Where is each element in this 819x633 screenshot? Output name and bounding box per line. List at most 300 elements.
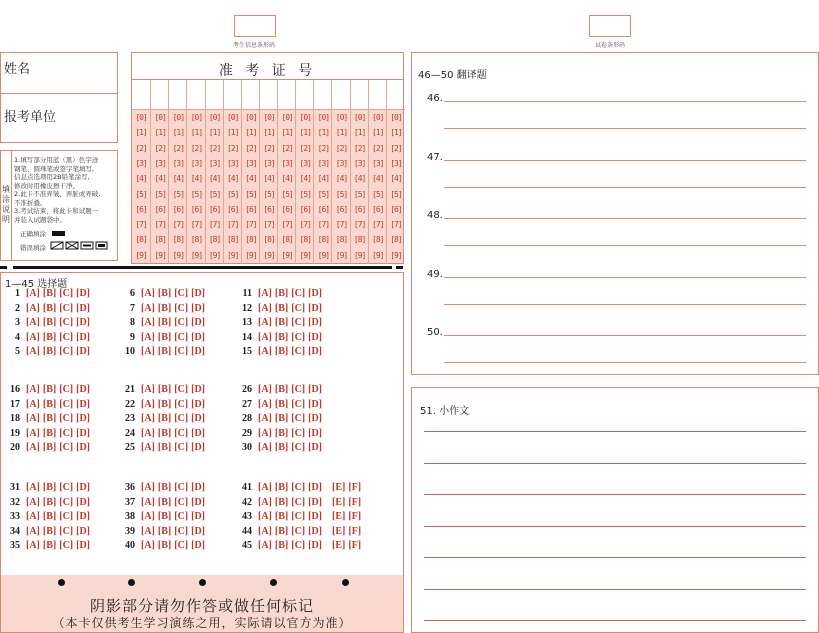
- exam-id-digit-bubble[interactable]: [2]: [335, 143, 348, 153]
- exam-id-column[interactable]: [331, 80, 349, 264]
- choice-option-bubble[interactable]: [D]: [191, 302, 206, 314]
- exam-id-digit-bubble[interactable]: [3]: [390, 158, 402, 168]
- choice-option-bubble[interactable]: [A]: [141, 540, 155, 551]
- choice-option-bubble[interactable]: [D]: [76, 442, 91, 453]
- exam-id-digit-bubble[interactable]: [4]: [172, 174, 185, 184]
- exam-id-digit-bubble[interactable]: [3]: [208, 158, 221, 168]
- exam-id-write-cell[interactable]: [169, 80, 187, 110]
- choice-option-bubble[interactable]: [D]: [308, 302, 323, 314]
- exam-id-write-cell[interactable]: [332, 80, 350, 110]
- choice-question[interactable]: [238, 428, 325, 439]
- exam-id-digit-bubble[interactable]: [1]: [208, 128, 221, 138]
- exam-id-write-cell[interactable]: [351, 80, 369, 110]
- choice-option-bubble[interactable]: [A]: [26, 525, 40, 537]
- exam-id-digit-bubble[interactable]: [5]: [208, 189, 221, 199]
- choice-option-bubble[interactable]: [C]: [174, 346, 189, 357]
- exam-id-digit-bubble[interactable]: [8]: [226, 235, 239, 245]
- exam-id-digit-bubble[interactable]: [3]: [172, 158, 185, 168]
- exam-id-digit-bubble[interactable]: [0]: [208, 113, 221, 122]
- exam-id-digit-bubble[interactable]: [8]: [154, 235, 166, 245]
- exam-id-digit-bubble[interactable]: [6]: [154, 204, 166, 214]
- exam-id-digit-bubble[interactable]: [3]: [245, 158, 257, 168]
- choice-option-bubble[interactable]: [B]: [274, 540, 289, 551]
- essay-answer-line[interactable]: [424, 431, 806, 432]
- choice-option-bubble[interactable]: [B]: [157, 482, 172, 493]
- exam-id-digit-bubble[interactable]: [1]: [299, 128, 311, 138]
- translation-answer-line[interactable]: [444, 187, 806, 188]
- choice-option-bubble[interactable]: [B]: [274, 346, 289, 357]
- exam-id-column[interactable]: [277, 80, 295, 264]
- exam-id-digit-bubble[interactable]: [6]: [299, 204, 311, 214]
- choice-option-bubble[interactable]: [A]: [26, 442, 40, 453]
- choice-question[interactable]: [238, 540, 364, 551]
- choice-question[interactable]: [121, 288, 208, 299]
- choice-option-bubble[interactable]: [C]: [174, 442, 189, 453]
- choice-option-bubble[interactable]: [D]: [76, 511, 91, 522]
- choice-option-bubble[interactable]: [B]: [274, 482, 289, 493]
- choice-option-bubble[interactable]: [D]: [76, 427, 91, 439]
- choice-option-bubble[interactable]: [C]: [291, 482, 306, 493]
- choice-option-bubble[interactable]: [D]: [76, 525, 91, 537]
- translation-answer-line[interactable]: [444, 304, 806, 305]
- exam-id-digit-bubble[interactable]: [0]: [390, 113, 402, 122]
- exam-id-digit-bubble[interactable]: [5]: [390, 189, 402, 199]
- choice-option-bubble[interactable]: [D]: [191, 442, 206, 453]
- exam-id-digit-bubble[interactable]: [1]: [245, 128, 257, 138]
- exam-id-digit-bubble[interactable]: [6]: [172, 204, 185, 214]
- exam-id-write-cell[interactable]: [206, 80, 224, 110]
- choice-question[interactable]: [238, 442, 325, 453]
- exam-id-column[interactable]: [223, 80, 241, 264]
- choice-option-bubble[interactable]: [B]: [157, 331, 172, 343]
- exam-id-column[interactable]: [313, 80, 331, 264]
- choice-option-bubble[interactable]: [B]: [274, 511, 289, 522]
- choice-question[interactable]: [6, 442, 93, 453]
- translation-answer-line[interactable]: [444, 160, 806, 161]
- exam-id-digit-bubble[interactable]: [0]: [372, 113, 384, 122]
- exam-id-column[interactable]: [386, 80, 404, 264]
- choice-option-bubble[interactable]: [A]: [141, 317, 155, 328]
- exam-id-digit-bubble[interactable]: [3]: [353, 158, 366, 168]
- choice-option-bubble[interactable]: [D]: [191, 525, 206, 537]
- exam-id-digit-bubble[interactable]: [3]: [372, 158, 384, 168]
- choice-option-bubble[interactable]: [D]: [191, 482, 206, 493]
- exam-id-digit-bubble[interactable]: [8]: [281, 235, 293, 245]
- choice-option-bubble[interactable]: [A]: [141, 384, 155, 395]
- exam-id-digit-bubble[interactable]: [5]: [335, 189, 348, 199]
- choice-question[interactable]: [121, 399, 208, 410]
- choice-option-bubble[interactable]: [A]: [258, 540, 272, 551]
- choice-option-bubble[interactable]: [A]: [258, 525, 272, 537]
- exam-id-grid[interactable]: [132, 80, 404, 264]
- choice-question[interactable]: [6, 413, 93, 424]
- choice-question[interactable]: [238, 482, 364, 493]
- choice-question[interactable]: [6, 384, 93, 395]
- essay-answer-line[interactable]: [424, 557, 806, 558]
- exam-id-digit-bubble[interactable]: [6]: [208, 204, 221, 214]
- choice-question[interactable]: [238, 303, 325, 314]
- choice-option-bubble[interactable]: [B]: [274, 427, 289, 439]
- exam-id-digit-bubble[interactable]: [9]: [390, 250, 402, 260]
- translation-answer-line[interactable]: [444, 362, 806, 363]
- exam-id-digit-bubble[interactable]: [1]: [263, 128, 275, 138]
- choice-option-bubble[interactable]: [D]: [308, 525, 323, 537]
- exam-id-digit-bubble[interactable]: [6]: [390, 204, 402, 214]
- choice-option-bubble[interactable]: [A]: [258, 384, 272, 395]
- exam-id-digit-bubble[interactable]: [6]: [226, 204, 239, 214]
- exam-id-digit-bubble[interactable]: [0]: [353, 113, 366, 122]
- choice-option-bubble[interactable]: [A]: [141, 302, 155, 314]
- exam-id-digit-bubble[interactable]: [4]: [208, 174, 221, 184]
- choice-question[interactable]: [6, 346, 93, 357]
- exam-id-digit-bubble[interactable]: [9]: [317, 250, 330, 260]
- choice-option-bubble[interactable]: [C]: [59, 482, 74, 493]
- exam-id-write-cell[interactable]: [296, 80, 314, 110]
- exam-id-digit-bubble[interactable]: [7]: [353, 220, 366, 230]
- exam-id-digit-bubble[interactable]: [8]: [372, 235, 384, 245]
- choice-question[interactable]: [6, 526, 93, 537]
- choice-option-bubble[interactable]: [C]: [291, 384, 306, 395]
- choice-option-bubble[interactable]: [C]: [291, 442, 306, 453]
- exam-id-digit-bubble[interactable]: [0]: [317, 113, 330, 122]
- exam-id-digit-bubble[interactable]: [8]: [353, 235, 366, 245]
- exam-id-digit-bubble[interactable]: [8]: [263, 235, 275, 245]
- exam-id-write-cell[interactable]: [387, 80, 405, 110]
- choice-option-bubble[interactable]: [B]: [42, 442, 57, 453]
- choice-option-bubble[interactable]: [A]: [26, 331, 40, 343]
- exam-id-digit-bubble[interactable]: [2]: [263, 143, 275, 153]
- choice-option-bubble[interactable]: [A]: [26, 540, 40, 551]
- exam-id-write-cell[interactable]: [224, 80, 242, 110]
- choice-option-bubble[interactable]: [A]: [258, 413, 272, 424]
- choice-option-bubble[interactable]: [C]: [174, 302, 189, 314]
- exam-id-digit-bubble[interactable]: [0]: [226, 113, 239, 122]
- choice-option-bubble[interactable]: [C]: [174, 398, 189, 410]
- choice-option-bubble[interactable]: [D]: [308, 496, 323, 508]
- choice-question[interactable]: [238, 384, 325, 395]
- choice-question[interactable]: [121, 428, 208, 439]
- choice-option-bubble[interactable]: [B]: [42, 525, 57, 537]
- choice-option-bubble[interactable]: [A]: [141, 288, 155, 299]
- choice-option-bubble[interactable]: [D]: [76, 384, 91, 395]
- exam-id-write-cell[interactable]: [151, 80, 169, 110]
- exam-id-digit-bubble[interactable]: [4]: [245, 174, 257, 184]
- exam-id-digit-bubble[interactable]: [0]: [154, 113, 166, 122]
- exam-id-digit-bubble[interactable]: [4]: [135, 174, 147, 184]
- choice-option-bubble[interactable]: [B]: [274, 413, 289, 424]
- choice-option-bubble[interactable]: [C]: [291, 346, 306, 357]
- exam-id-digit-bubble[interactable]: [0]: [263, 113, 275, 122]
- exam-id-digit-bubble[interactable]: [6]: [263, 204, 275, 214]
- choice-option-bubble[interactable]: [C]: [291, 511, 306, 522]
- exam-id-digit-bubble[interactable]: [6]: [281, 204, 293, 214]
- exam-id-digit-bubble[interactable]: [0]: [135, 113, 147, 122]
- exam-id-digit-bubble[interactable]: [6]: [190, 204, 203, 214]
- choice-option-bubble[interactable]: [D]: [308, 427, 323, 439]
- exam-id-digit-bubble[interactable]: [9]: [190, 250, 203, 260]
- choice-option-bubble[interactable]: [A]: [141, 398, 155, 410]
- choice-option-bubble[interactable]: [C]: [174, 288, 189, 299]
- choice-option-bubble[interactable]: [D]: [308, 482, 323, 493]
- exam-id-digit-bubble[interactable]: [2]: [190, 143, 203, 153]
- exam-id-column[interactable]: [168, 80, 186, 264]
- exam-id-digit-bubble[interactable]: [4]: [154, 174, 166, 184]
- choice-option-bubble[interactable]: [F]: [348, 525, 362, 537]
- exam-id-digit-bubble[interactable]: [5]: [281, 189, 293, 199]
- exam-id-digit-bubble[interactable]: [9]: [226, 250, 239, 260]
- exam-id-digit-bubble[interactable]: [4]: [190, 174, 203, 184]
- exam-id-column[interactable]: [295, 80, 313, 264]
- choice-question[interactable]: [238, 413, 325, 424]
- choice-option-bubble[interactable]: [D]: [308, 540, 323, 551]
- choice-option-bubble[interactable]: [A]: [258, 288, 272, 299]
- choice-option-bubble[interactable]: [A]: [141, 346, 155, 357]
- choice-option-bubble[interactable]: [D]: [308, 331, 323, 343]
- choice-option-bubble[interactable]: [C]: [59, 384, 74, 395]
- choice-option-bubble[interactable]: [A]: [258, 496, 272, 508]
- exam-id-digit-bubble[interactable]: [4]: [317, 174, 330, 184]
- choice-option-bubble[interactable]: [C]: [174, 413, 189, 424]
- exam-id-digit-bubble[interactable]: [5]: [372, 189, 384, 199]
- exam-id-digit-bubble[interactable]: [7]: [208, 220, 221, 230]
- exam-id-write-cell[interactable]: [314, 80, 332, 110]
- choice-option-bubble[interactable]: [A]: [258, 482, 272, 493]
- exam-id-column[interactable]: [205, 80, 223, 264]
- choice-option-bubble[interactable]: [D]: [76, 540, 91, 551]
- exam-id-write-cell[interactable]: [242, 80, 260, 110]
- choice-option-bubble[interactable]: [A]: [26, 496, 40, 508]
- exam-id-digit-bubble[interactable]: [6]: [135, 204, 147, 214]
- essay-answer-line[interactable]: [424, 494, 806, 495]
- choice-option-bubble[interactable]: [B]: [157, 346, 172, 357]
- translation-answer-line[interactable]: [444, 245, 806, 246]
- exam-id-digit-bubble[interactable]: [1]: [154, 128, 166, 138]
- exam-id-digit-bubble[interactable]: [9]: [263, 250, 275, 260]
- exam-id-digit-bubble[interactable]: [6]: [353, 204, 366, 214]
- translation-answer-line[interactable]: [444, 335, 806, 336]
- exam-id-digit-bubble[interactable]: [5]: [353, 189, 366, 199]
- choice-question[interactable]: [121, 526, 208, 537]
- exam-id-digit-bubble[interactable]: [5]: [172, 189, 185, 199]
- choice-option-bubble[interactable]: [C]: [59, 442, 74, 453]
- exam-id-digit-bubble[interactable]: [7]: [154, 220, 166, 230]
- exam-id-write-cell[interactable]: [187, 80, 205, 110]
- choice-option-bubble[interactable]: [C]: [59, 413, 74, 424]
- translation-answer-line[interactable]: [444, 128, 806, 129]
- choice-option-bubble[interactable]: [B]: [274, 288, 289, 299]
- choice-option-bubble[interactable]: [A]: [258, 331, 272, 343]
- choice-option-bubble[interactable]: [A]: [26, 482, 40, 493]
- choice-option-bubble[interactable]: [B]: [42, 288, 57, 299]
- exam-id-digit-bubble[interactable]: [7]: [172, 220, 185, 230]
- exam-id-digit-bubble[interactable]: [2]: [299, 143, 311, 153]
- exam-id-digit-bubble[interactable]: [2]: [317, 143, 330, 153]
- choice-option-bubble[interactable]: [A]: [258, 346, 272, 357]
- exam-id-digit-bubble[interactable]: [9]: [135, 250, 147, 260]
- choice-option-bubble[interactable]: [A]: [141, 511, 155, 522]
- essay-answer-line[interactable]: [424, 589, 806, 590]
- exam-id-digit-bubble[interactable]: [5]: [190, 189, 203, 199]
- exam-id-digit-bubble[interactable]: [3]: [299, 158, 311, 168]
- exam-id-write-cell[interactable]: [132, 80, 150, 110]
- exam-id-digit-bubble[interactable]: [2]: [154, 143, 166, 153]
- choice-question[interactable]: [121, 497, 208, 508]
- choice-option-bubble[interactable]: [C]: [291, 288, 306, 299]
- choice-option-bubble[interactable]: [B]: [42, 317, 57, 328]
- choice-option-bubble[interactable]: [A]: [141, 427, 155, 439]
- choice-option-bubble[interactable]: [B]: [157, 317, 172, 328]
- choice-option-bubble[interactable]: [B]: [157, 496, 172, 508]
- choice-option-bubble[interactable]: [C]: [174, 511, 189, 522]
- choice-option-bubble[interactable]: [A]: [258, 302, 272, 314]
- choice-option-bubble[interactable]: [C]: [291, 331, 306, 343]
- exam-id-digit-bubble[interactable]: [8]: [208, 235, 221, 245]
- exam-id-digit-bubble[interactable]: [8]: [172, 235, 185, 245]
- exam-id-digit-bubble[interactable]: [7]: [372, 220, 384, 230]
- exam-id-digit-bubble[interactable]: [9]: [372, 250, 384, 260]
- choice-option-bubble[interactable]: [D]: [308, 398, 323, 410]
- choice-option-bubble[interactable]: [D]: [191, 398, 206, 410]
- choice-option-bubble[interactable]: [C]: [59, 288, 74, 299]
- choice-option-bubble[interactable]: [D]: [308, 317, 323, 328]
- choice-option-bubble[interactable]: [D]: [191, 384, 206, 395]
- choice-option-bubble[interactable]: [B]: [274, 398, 289, 410]
- exam-id-digit-bubble[interactable]: [0]: [299, 113, 311, 122]
- choice-question[interactable]: [6, 428, 93, 439]
- exam-id-digit-bubble[interactable]: [2]: [208, 143, 221, 153]
- choice-option-bubble[interactable]: [C]: [59, 525, 74, 537]
- choice-option-bubble[interactable]: [C]: [59, 427, 74, 439]
- choice-option-bubble[interactable]: [E]: [332, 482, 346, 493]
- essay-answer-line[interactable]: [424, 526, 806, 527]
- exam-id-digit-bubble[interactable]: [8]: [390, 235, 402, 245]
- exam-id-digit-bubble[interactable]: [7]: [226, 220, 239, 230]
- choice-question[interactable]: [121, 384, 208, 395]
- choice-option-bubble[interactable]: [C]: [174, 482, 189, 493]
- choice-option-bubble[interactable]: [F]: [348, 540, 362, 551]
- exam-id-digit-bubble[interactable]: [7]: [317, 220, 330, 230]
- choice-option-bubble[interactable]: [A]: [141, 482, 155, 493]
- exam-id-digit-bubble[interactable]: [1]: [390, 128, 402, 138]
- exam-id-digit-bubble[interactable]: [5]: [226, 189, 239, 199]
- choice-option-bubble[interactable]: [A]: [26, 346, 40, 357]
- exam-id-digit-bubble[interactable]: [9]: [245, 250, 257, 260]
- choice-option-bubble[interactable]: [A]: [258, 317, 272, 328]
- choice-question[interactable]: [6, 511, 93, 522]
- choice-option-bubble[interactable]: [C]: [59, 540, 74, 551]
- exam-id-digit-bubble[interactable]: [3]: [154, 158, 166, 168]
- choice-option-bubble[interactable]: [C]: [174, 384, 189, 395]
- exam-id-digit-bubble[interactable]: [3]: [317, 158, 330, 168]
- choice-option-bubble[interactable]: [A]: [26, 302, 40, 314]
- exam-id-digit-bubble[interactable]: [4]: [353, 174, 366, 184]
- choice-option-bubble[interactable]: [C]: [291, 317, 306, 328]
- exam-id-digit-bubble[interactable]: [3]: [263, 158, 275, 168]
- choice-option-bubble[interactable]: [C]: [174, 331, 189, 343]
- choice-option-bubble[interactable]: [C]: [291, 398, 306, 410]
- essay-answer-line[interactable]: [424, 620, 806, 621]
- exam-id-digit-bubble[interactable]: [2]: [281, 143, 293, 153]
- choice-question[interactable]: [238, 317, 325, 328]
- exam-id-digit-bubble[interactable]: [8]: [317, 235, 330, 245]
- exam-id-digit-bubble[interactable]: [8]: [335, 235, 348, 245]
- exam-id-digit-bubble[interactable]: [6]: [335, 204, 348, 214]
- choice-option-bubble[interactable]: [D]: [308, 511, 323, 522]
- exam-id-column[interactable]: [259, 80, 277, 264]
- choice-option-bubble[interactable]: [B]: [42, 302, 57, 314]
- exam-id-digit-bubble[interactable]: [5]: [245, 189, 257, 199]
- choice-option-bubble[interactable]: [A]: [26, 427, 40, 439]
- choice-option-bubble[interactable]: [A]: [258, 442, 272, 453]
- choice-option-bubble[interactable]: [B]: [274, 442, 289, 453]
- choice-option-bubble[interactable]: [D]: [191, 540, 206, 551]
- exam-id-digit-bubble[interactable]: [3]: [135, 158, 147, 168]
- choice-option-bubble[interactable]: [C]: [291, 525, 306, 537]
- choice-option-bubble[interactable]: [B]: [157, 427, 172, 439]
- exam-id-digit-bubble[interactable]: [6]: [245, 204, 257, 214]
- choice-question[interactable]: [238, 332, 325, 343]
- exam-id-digit-bubble[interactable]: [9]: [154, 250, 166, 260]
- exam-id-digit-bubble[interactable]: [8]: [299, 235, 311, 245]
- choice-question[interactable]: [121, 317, 208, 328]
- exam-id-digit-bubble[interactable]: [1]: [317, 128, 330, 138]
- exam-id-digit-bubble[interactable]: [1]: [135, 128, 147, 138]
- choice-option-bubble[interactable]: [D]: [76, 413, 91, 424]
- choice-option-bubble[interactable]: [B]: [157, 398, 172, 410]
- exam-id-column[interactable]: [241, 80, 259, 264]
- choice-question[interactable]: [121, 540, 208, 551]
- exam-id-digit-bubble[interactable]: [4]: [390, 174, 402, 184]
- choice-question[interactable]: [238, 399, 325, 410]
- choice-option-bubble[interactable]: [C]: [59, 346, 74, 357]
- choice-option-bubble[interactable]: [B]: [157, 384, 172, 395]
- choice-option-bubble[interactable]: [D]: [76, 317, 91, 328]
- choice-option-bubble[interactable]: [B]: [157, 540, 172, 551]
- choice-option-bubble[interactable]: [B]: [274, 331, 289, 343]
- exam-id-digit-bubble[interactable]: [1]: [281, 128, 293, 138]
- choice-option-bubble[interactable]: [A]: [26, 288, 40, 299]
- exam-id-digit-bubble[interactable]: [7]: [245, 220, 257, 230]
- choice-option-bubble[interactable]: [B]: [157, 413, 172, 424]
- choice-option-bubble[interactable]: [E]: [332, 540, 346, 551]
- choice-question[interactable]: [6, 288, 93, 299]
- choice-option-bubble[interactable]: [A]: [26, 398, 40, 410]
- choice-option-bubble[interactable]: [C]: [291, 302, 306, 314]
- choice-question[interactable]: [238, 346, 325, 357]
- choice-option-bubble[interactable]: [A]: [141, 496, 155, 508]
- exam-id-digit-bubble[interactable]: [5]: [317, 189, 330, 199]
- choice-question[interactable]: [6, 482, 93, 493]
- choice-option-bubble[interactable]: [A]: [26, 413, 40, 424]
- choice-question[interactable]: [121, 332, 208, 343]
- exam-id-digit-bubble[interactable]: [2]: [172, 143, 185, 153]
- choice-option-bubble[interactable]: [C]: [59, 398, 74, 410]
- choice-question[interactable]: [6, 540, 93, 551]
- exam-id-digit-bubble[interactable]: [3]: [226, 158, 239, 168]
- choice-question[interactable]: [238, 511, 364, 522]
- choice-question[interactable]: [6, 399, 93, 410]
- choice-option-bubble[interactable]: [D]: [76, 288, 91, 299]
- choice-option-bubble[interactable]: [D]: [76, 331, 91, 343]
- choice-question[interactable]: [6, 332, 93, 343]
- exam-id-digit-bubble[interactable]: [2]: [226, 143, 239, 153]
- exam-id-digit-bubble[interactable]: [1]: [190, 128, 203, 138]
- choice-option-bubble[interactable]: [E]: [332, 496, 346, 508]
- exam-id-digit-bubble[interactable]: [9]: [281, 250, 293, 260]
- choice-option-bubble[interactable]: [B]: [42, 413, 57, 424]
- exam-id-digit-bubble[interactable]: [4]: [372, 174, 384, 184]
- exam-id-digit-bubble[interactable]: [5]: [135, 189, 147, 199]
